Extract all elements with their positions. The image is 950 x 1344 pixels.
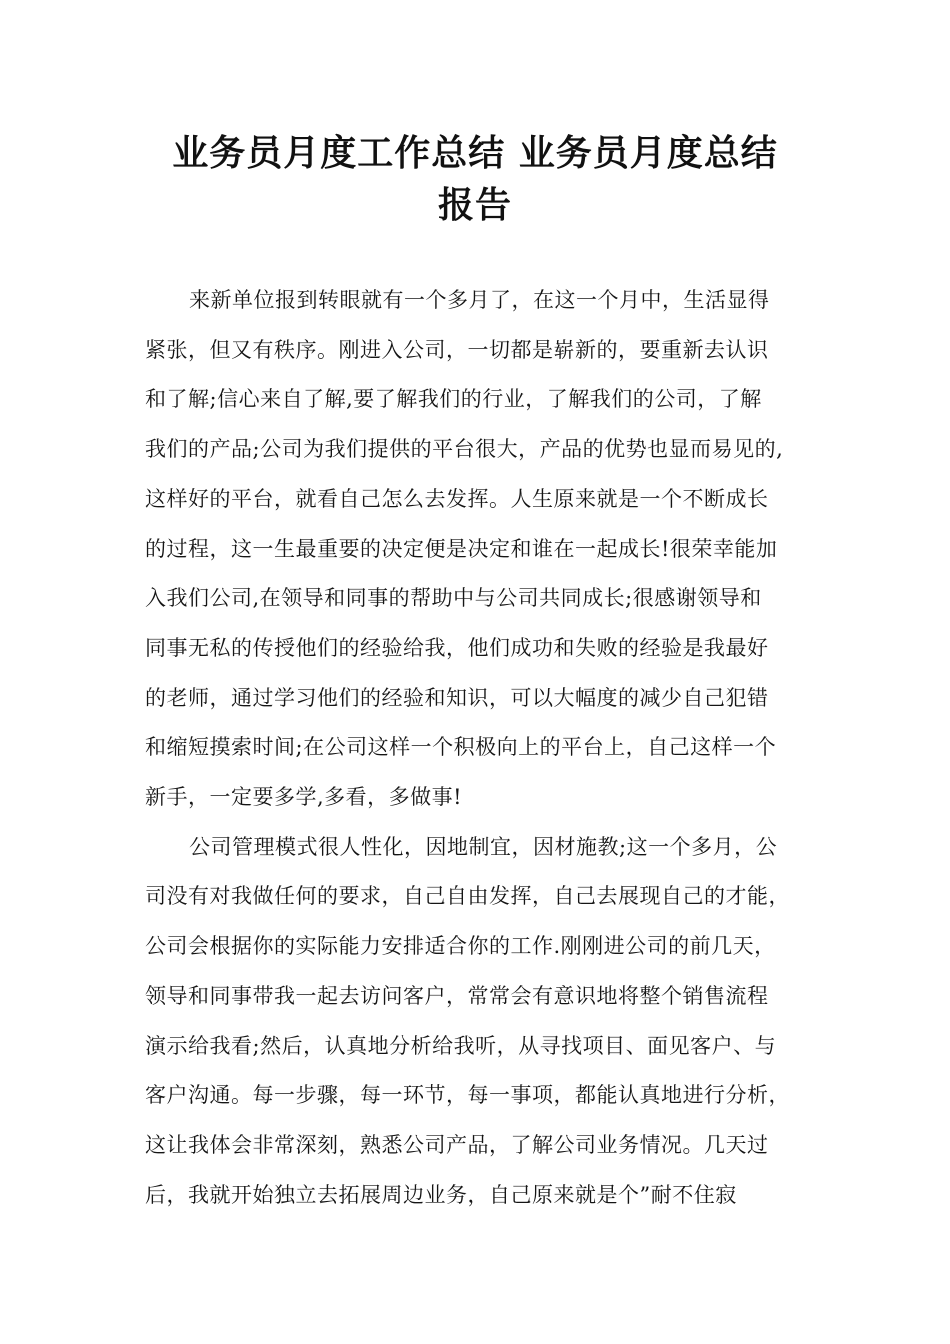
title-line-1: 业务员月度工作总结 业务员月度总结: [172, 133, 778, 174]
text-line: 公司会根据你的实际能力安排适合你的工作.刚刚进公司的前几天，: [145, 934, 776, 959]
text-line: 后，我就开始独立去拓展周边业务，自己原来就是个”耐不住寂: [145, 1182, 737, 1207]
text-line: 的老师，通过学习他们的经验和知识，可以大幅度的减少自己犯错: [145, 685, 769, 710]
document-body: [145, 276, 813, 1220]
text-line: 我们的产品;公司为我们提供的平台很大，产品的优势也显而易见的,: [145, 437, 784, 462]
text-line: 和缩短摸索时间;在公司这样一个积极向上的平台上，自己这样一个: [145, 735, 777, 760]
text-line: 演示给我看;然后，认真地分析给我听，从寻找项目、面见客户、与: [145, 1033, 777, 1058]
text-line: 和了解;信心来自了解,要了解我们的行业，了解我们的公司，了解: [145, 387, 762, 412]
text-line: 客户沟通。每一步骤，每一环节，每一事项，都能认真地进行分析，: [145, 1083, 790, 1108]
paragraph-2: [145, 823, 813, 1221]
text-line: 来新单位报到转眼就有一个多月了，在这一个月中，生活显得: [189, 288, 770, 312]
document-title: [100, 128, 850, 232]
text-line: 领导和同事带我一起去访问客户，常常会有意识地将整个销售流程: [145, 983, 769, 1008]
text-line: 这让我体会非常深刻，熟悉公司产品，了解公司业务情况。几天过: [145, 1132, 769, 1157]
text-line: 同事无私的传授他们的经验给我，他们成功和失败的经验是我最好: [145, 635, 769, 660]
text-line: 这样好的平台，就看自己怎么去发挥。人生原来就是一个不断成长: [145, 486, 769, 511]
text-line: 新手，一定要多学,多看，多做事!: [145, 785, 463, 810]
title-line-2: 报告: [437, 185, 512, 226]
text-line: 司没有对我做任何的要求，自己自由发挥，自己去展现自己的才能，: [145, 884, 790, 909]
text-line: 紧张，但又有秩序。刚进入公司，一切都是崭新的，要重新去认识: [145, 337, 769, 362]
text-line: 公司管理模式很人性化，因地制宜，因材施教;这一个多月，公: [189, 834, 778, 859]
paragraph-1: [145, 276, 813, 823]
text-line: 的过程，这一生最重要的决定便是决定和谁在一起成长!很荣幸能加: [145, 536, 778, 561]
text-line: 入我们公司,在领导和同事的帮助中与公司共同成长;很感谢领导和: [145, 586, 762, 611]
